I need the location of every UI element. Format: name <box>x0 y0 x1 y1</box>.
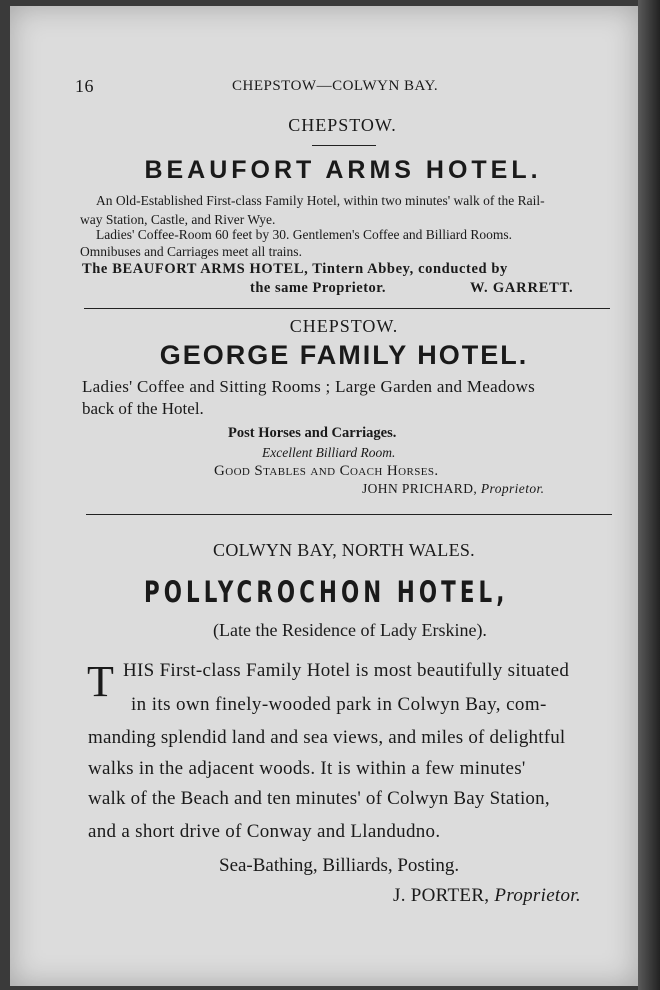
ad2-billiard: Excellent Billiard Room. <box>262 445 396 460</box>
ad1-city: CHEPSTOW. <box>288 115 397 135</box>
ad3-amenities: Sea-Bathing, Billiards, Posting. <box>219 855 460 876</box>
ad1-note-line-2a: the same Proprietor. <box>250 280 387 296</box>
ad3-subtitle: (Late the Residence of Lady Erskine). <box>213 620 487 640</box>
ad1-line-4: Omnibuses and Carriages meet all trains. <box>80 244 302 259</box>
ad2-line-1: Ladies' Coffee and Sitting Rooms ; Large Garden and Meadows <box>82 377 536 396</box>
page-number: 16 <box>75 76 94 96</box>
ad2-post-horses: Post Horses and Carriages. <box>228 425 397 441</box>
ad3-drop-cap: T <box>87 657 114 706</box>
ad2-divider <box>86 514 612 515</box>
book-spine <box>638 0 660 990</box>
ad3-para-line-3: manding splendid land and sea views, and miles of delightful <box>88 727 566 748</box>
ad1-divider <box>84 308 610 309</box>
ad1-line-1: An Old-Established First-class Family Hotel, within two minutes' walk of the Rail- <box>96 193 545 208</box>
ad3-proprietor-name: J. PORTER, <box>393 885 490 906</box>
ad1-note-line-1: The BEAUFORT ARMS HOTEL, Tintern Abbey, conducted by <box>82 261 508 277</box>
ad1-proprietor: W. GARRETT. <box>470 280 574 296</box>
ad3-hotel-name: POLLYCROCHON HOTEL, <box>144 575 509 609</box>
ad1-hotel-name: BEAUFORT ARMS HOTEL. <box>144 156 542 184</box>
ad2-hotel-name: GEORGE FAMILY HOTEL. <box>159 340 529 370</box>
ad2-proprietor-title: Proprietor. <box>480 481 545 496</box>
ad1-line-3: Ladies' Coffee-Room 60 feet by 30. Gentlemen's Coffee and Billiard Rooms. <box>96 227 513 242</box>
ad2-line-2: back of the Hotel. <box>82 399 204 418</box>
ad2-proprietor-name: JOHN PRICHARD, <box>362 481 478 496</box>
ad3-city: COLWYN BAY, NORTH WALES. <box>213 540 475 560</box>
ad1-line-2: way Station, Castle, and River Wye. <box>80 212 276 227</box>
ad3-para-line-5: walk of the Beach and ten minutes' of Colwyn Bay Station, <box>88 788 550 809</box>
ad3-proprietor-title: Proprietor. <box>494 885 581 906</box>
ad3-para-line-6: and a short drive of Conway and Llandudno. <box>88 821 441 842</box>
ad3-para-line-2: in its own finely-wooded park in Colwyn Bay, com- <box>131 694 547 715</box>
ad2-stables: Good Stables and Coach Horses. <box>214 463 439 479</box>
ad3-para-line-1: HIS First-class Family Hotel is most beautifully situated <box>123 660 570 681</box>
ad3-para-line-4: walks in the adjacent woods. It is within a few minutes' <box>88 758 526 779</box>
running-title: CHEPSTOW—COLWYN BAY. <box>232 78 439 94</box>
ad2-city: CHEPSTOW. <box>289 316 399 336</box>
ad1-short-rule <box>312 145 376 146</box>
